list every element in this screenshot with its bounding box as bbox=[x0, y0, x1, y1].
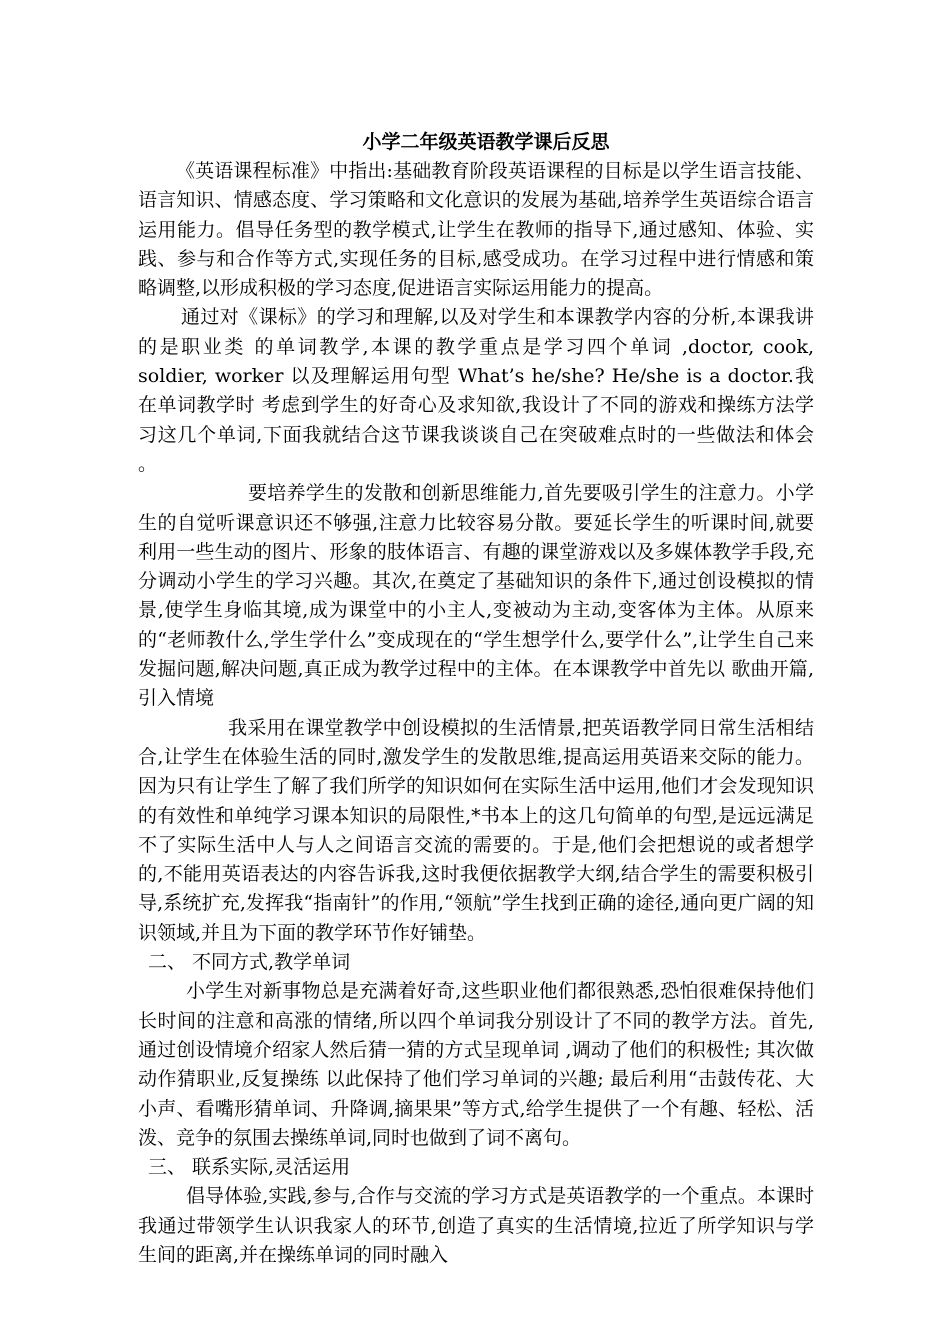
paragraph-scenario: 我采用在课堂教学中创设模拟的生活情景,把英语教学同日常生活相结合,让学生在体验生活的同时,激发学生的发散思维,提高运用英语来交际的能力。因为只有让学生了解了我们所学的知识如何在实际生活中运用,他们才会发现知识的有效性和单纯学习课本知识的局限性,*书本上的这几句简单的句型,是远远满足不了实际生活中人与人之间语言交流的需要的。于是,他们会把想说的或者想学的,不能用英语表达的内容告诉我,这时我便依据教学大纲,结合学生的需要积极引导,系统扩充,发挥我“指南针”的作用,“领航”学生找到正确的途径,通向更广阔的知识领域,并且为下面的教学环节作好铺垫。 bbox=[138, 716, 814, 944]
paragraph-intro: 《英语课程标准》中指出:基础教育阶段英语课程的目标是以学生语言技能、语言知识、情感态度、学习策略和文化意识的发展为基础,培养学生英语综合语言运用能力。倡导任务型的教学模式,让学生在教师的指导下,通过感知、体验、实践、参与和合作等方式,实现任务的目标,感受成功。在学习过程中进行情感和策略调整,以形成积极的学习态度,促进语言实际运用能力的提高。 bbox=[138, 160, 814, 300]
section-heading-2: 二、 不同方式,教学单词 bbox=[148, 951, 351, 974]
document-title: 小学二年级英语教学课后反思 bbox=[362, 131, 610, 153]
paragraph-word-teaching: 小学生对新事物总是充满着好奇,这些职业他们都很熟悉,恐怕很难保持他们长时间的注意和高涨的情绪,所以四个单词我分别设计了不同的教学方法。首先,通过创设情境介绍家人然后猜一猜的方式呈现单词 ,调动了他们的积极性; 其次做动作猜职业,反复操练 以此保持了他们学习单词的兴趣; 最后利用“击鼓传花、大小声、看嘴形猜单词、升降调,摘果果”等方式,给学生提供了一个有趣、轻松、活泼、竞争的氛围去操练单词,同时也做到了词不离句。 bbox=[138, 980, 814, 1149]
paragraph-curriculum: 通过对《课标》的学习和理解,以及对学生和本课教学内容的分析,本课我讲的是职业类 的单词教学,本课的教学重点是学习四个单词 ,doctor, cook, soldier, worker 以及理解运用句型 What’s he/she? He/she is a doctor.我在单词教学时 考虑到学生的好奇心及求知欲,我设计了不同的游戏和操练方法学习这几个单词,下面我就结合这节课我谈谈自己在突破难点时的一些做法和体会 。 bbox=[138, 306, 814, 475]
paragraph-attention: 要培养学生的发散和创新思维能力,首先要吸引学生的注意力。小学生的自觉听课意识还不够强,注意力比较容易分散。要延长学生的听课时间,就要利用一些生动的图片、形象的肢体语言、有趣的课堂游戏以及多媒体教学手段,充分调动小学生的学习兴趣。其次,在奠定了基础知识的条件下,通过创设模拟的情景,使学生身临其境,成为课堂中的小主人,变被动为主动,变客体为主体。从原来的“老师教什么,学生学什么”变成现在的“学生想学什么,要学什么”,让学生自己来发掘问题,解决问题,真正成为教学过程中的主体。在本课教学中首先以 歌曲开篇,引入情境 bbox=[138, 482, 814, 710]
document-body bbox=[138, 128, 814, 1270]
section-heading-3: 三、 联系实际,灵活运用 bbox=[148, 1156, 351, 1179]
paragraph-application: 倡导体验,实践,参与,合作与交流的学习方式是英语教学的一个重点。本课时我通过带领学生认识我家人的环节,创造了真实的生活情境,拉近了所学知识与学生间的距离,并在操练单词的同时融入 bbox=[138, 1185, 814, 1266]
